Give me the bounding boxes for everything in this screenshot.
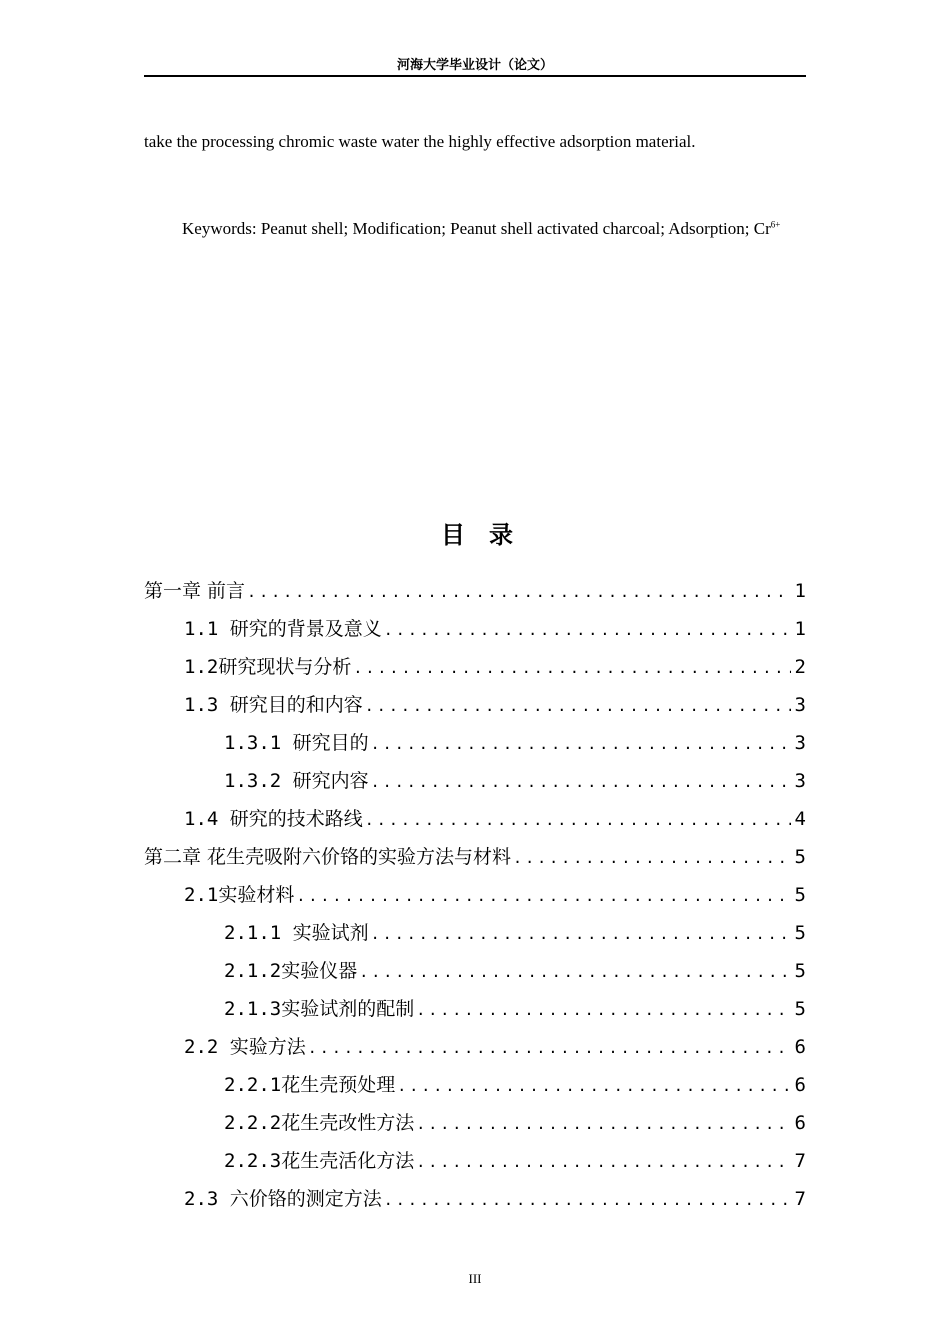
toc-entry[interactable] (144, 1028, 806, 1066)
toc-leader-dots (397, 1067, 790, 1104)
toc-entry-text: 1.3.2 研究内容 (224, 770, 369, 792)
toc-entry-page: 3 (794, 732, 806, 754)
toc-leader-dots (296, 877, 790, 914)
toc-entry-text: 1.3.1 研究目的 (224, 732, 369, 754)
toc-leader-dots (371, 915, 791, 952)
toc-leader-dots (247, 573, 791, 610)
toc-entry-text: 第一章 前言 (144, 580, 246, 602)
toc-leader-dots (365, 687, 791, 724)
toc-entry-text: 1.3 研究目的和内容 (184, 694, 363, 716)
toc-leader-dots (416, 1105, 790, 1142)
toc-entry-page: 6 (794, 1074, 806, 1096)
abstract-tail: take the processing chromic waste water the highly effective adsorption material. (144, 132, 696, 151)
toc-entry-text: 2.2.2花生壳改性方法 (224, 1112, 415, 1134)
toc-leader-dots (384, 1181, 791, 1218)
toc-leader-dots (416, 1143, 790, 1180)
toc-entry[interactable] (144, 876, 806, 914)
table-of-contents (144, 572, 806, 1218)
toc-leader-dots (359, 953, 790, 990)
toc-entry-page: 4 (794, 808, 806, 830)
toc-entry-page: 1 (794, 618, 806, 640)
toc-entry-page: 3 (794, 770, 806, 792)
keywords-paragraph (144, 207, 806, 250)
keywords-superscript: 6+ (770, 219, 781, 230)
toc-leader-dots (416, 991, 790, 1028)
toc-entry-page: 7 (794, 1150, 806, 1172)
toc-entry-page: 6 (794, 1036, 806, 1058)
toc-entry[interactable] (144, 952, 806, 990)
toc-leader-dots (371, 763, 791, 800)
toc-entry-page: 3 (794, 694, 806, 716)
toc-entry-page: 6 (794, 1112, 806, 1134)
toc-entry-page: 2 (794, 656, 806, 678)
toc-entry[interactable] (144, 990, 806, 1028)
toc-entry-text: 2.1.3实验试剂的配制 (224, 998, 415, 1020)
toc-leader-dots (308, 1029, 791, 1066)
toc-entry-text: 1.4 研究的技术路线 (184, 808, 363, 830)
toc-title-part-2: 录 (489, 521, 523, 549)
toc-entry-page: 5 (794, 998, 806, 1020)
toc-entry-page: 7 (794, 1188, 806, 1210)
toc-leader-dots (365, 801, 791, 838)
toc-entry[interactable] (144, 686, 806, 724)
toc-title-part-1: 目 (441, 521, 475, 549)
toc-entry[interactable] (144, 724, 806, 762)
toc-entry[interactable] (144, 1180, 806, 1218)
toc-entry-text: 2.3 六价铬的测定方法 (184, 1188, 382, 1210)
toc-entry-text: 2.1.1 实验试剂 (224, 922, 369, 944)
toc-leader-dots (371, 725, 791, 762)
toc-entry-text: 2.1.2实验仪器 (224, 960, 358, 982)
toc-leader-dots (513, 839, 791, 876)
keywords-text: Keywords: Peanut shell; Modification; Peanut shell activated charcoal; Adsorption; Cr (182, 219, 771, 238)
toc-entry-page: 5 (794, 922, 806, 944)
toc-entry[interactable] (144, 800, 806, 838)
toc-entry[interactable] (144, 1104, 806, 1142)
toc-entry[interactable] (144, 572, 806, 610)
toc-entry[interactable] (144, 1142, 806, 1180)
toc-entry-text: 2.2.3花生壳活化方法 (224, 1150, 415, 1172)
toc-entry-text: 1.2研究现状与分析 (184, 656, 352, 678)
toc-leader-dots (384, 611, 791, 648)
toc-entry[interactable] (144, 1066, 806, 1104)
toc-entry-text: 第二章 花生壳吸附六价铬的实验方法与材料 (144, 846, 512, 868)
toc-entry[interactable] (144, 648, 806, 686)
toc-entry-page: 5 (794, 884, 806, 906)
toc-entry[interactable] (144, 914, 806, 952)
page-header: 河海大学毕业设计（论文） (144, 56, 806, 77)
toc-entry[interactable] (144, 838, 806, 876)
toc-entry-page: 1 (794, 580, 806, 602)
toc-entry-text: 2.2.1花生壳预处理 (224, 1074, 396, 1096)
toc-entry-text: 1.1 研究的背景及意义 (184, 618, 382, 640)
page-number: III (468, 1271, 482, 1286)
toc-entry[interactable] (144, 762, 806, 800)
toc-title (0, 517, 950, 553)
toc-leader-dots (353, 649, 790, 686)
toc-entry-page: 5 (794, 846, 806, 868)
toc-entry-text: 2.1实验材料 (184, 884, 295, 906)
toc-entry-page: 5 (794, 960, 806, 982)
toc-entry-text: 2.2 实验方法 (184, 1036, 306, 1058)
toc-entry[interactable] (144, 610, 806, 648)
